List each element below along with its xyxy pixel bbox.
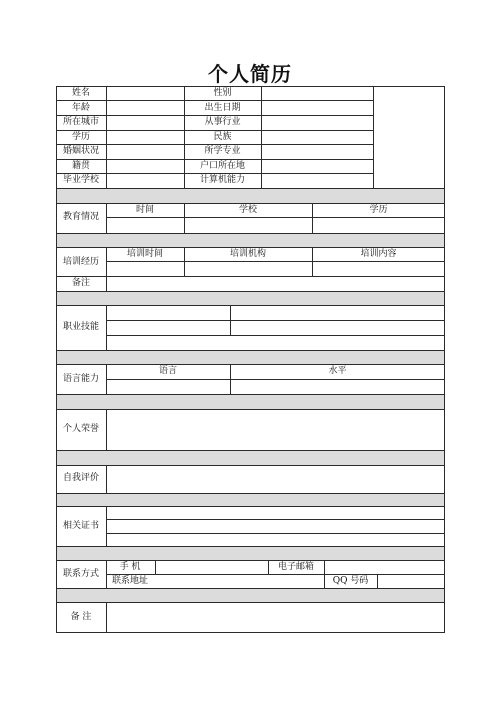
label-city: 所在城市 — [62, 117, 99, 127]
header-edu-degree: 学历 — [369, 205, 388, 215]
header-edu-school: 学校 — [238, 205, 257, 215]
label-marital: 婚姻状况 — [62, 146, 99, 156]
label-computer-skill: 计算机能力 — [199, 175, 245, 185]
table-rule — [56, 291, 445, 292]
label-native-place: 籍贯 — [71, 161, 90, 171]
table-rule — [56, 506, 445, 507]
label-education-level: 学历 — [71, 132, 90, 142]
table-rule — [373, 86, 374, 188]
section-education-label: 教育情况 — [62, 212, 99, 222]
table-rule — [56, 409, 445, 410]
table-rule — [106, 320, 445, 321]
table-rule — [106, 533, 445, 534]
label-qq: QQ 号码 — [332, 576, 369, 586]
label-ethnicity: 民族 — [213, 132, 232, 142]
table-rule — [106, 465, 107, 493]
table-rule — [56, 350, 445, 351]
table-rule — [106, 409, 107, 450]
table-rule — [56, 100, 373, 101]
section-skills-label: 职业技能 — [62, 322, 99, 332]
table-rule — [56, 588, 445, 589]
resume-form — [56, 86, 445, 633]
section-certs-label: 相关证书 — [62, 521, 99, 531]
page-title: 个人简历 — [208, 62, 292, 86]
section-language-label: 语言能力 — [62, 374, 99, 384]
label-address: 联系地址 — [111, 576, 148, 586]
table-rule — [377, 574, 378, 588]
label-phone: 手 机 — [119, 562, 141, 572]
table-rule — [106, 602, 107, 633]
header-edu-time: 时间 — [135, 205, 154, 215]
section-self-eval-label: 自我评价 — [62, 473, 99, 483]
table-rule — [56, 465, 445, 466]
table-rule — [106, 86, 107, 188]
table-rule — [56, 305, 445, 306]
label-gender: 性别 — [213, 88, 232, 98]
table-rule — [56, 546, 445, 547]
label-age: 年龄 — [71, 103, 90, 113]
header-train-content: 培训内容 — [360, 249, 397, 259]
remark-label: 备注 — [71, 278, 90, 288]
table-rule — [106, 335, 445, 336]
header-train-org: 培训机构 — [229, 249, 266, 259]
table-rule — [56, 450, 445, 451]
table-rule — [56, 276, 445, 277]
label-email: 电子邮箱 — [277, 562, 314, 572]
table-rule — [56, 188, 445, 189]
table-rule — [56, 233, 445, 234]
table-rule — [106, 506, 107, 546]
table-rule — [261, 86, 262, 188]
label-birth-date: 出生日期 — [204, 103, 241, 113]
header-train-time: 培训时间 — [126, 249, 163, 259]
table-rule — [106, 305, 107, 350]
header-level: 水平 — [328, 366, 347, 376]
table-rule — [324, 560, 325, 574]
section-contact-label: 联系方式 — [62, 569, 99, 579]
table-rule — [155, 560, 156, 574]
remark-bottom-label: 备 注 — [70, 612, 92, 622]
section-training-label: 培训经历 — [62, 257, 99, 267]
table-rule — [106, 261, 445, 262]
table-rule — [230, 305, 231, 335]
label-major: 所学专业 — [204, 146, 241, 156]
table-rule — [56, 394, 445, 395]
table-rule — [106, 217, 445, 218]
label-graduate-school: 毕业学校 — [62, 175, 99, 185]
label-hukou: 户口所在地 — [199, 161, 245, 171]
label-industry: 从事行业 — [204, 117, 241, 127]
table-rule — [56, 602, 445, 603]
table-rule — [106, 574, 445, 575]
table-rule — [106, 519, 445, 520]
section-honors-label: 个人荣誉 — [62, 424, 99, 434]
header-language: 语言 — [158, 366, 177, 376]
table-rule — [56, 493, 445, 494]
label-name: 姓名 — [71, 88, 90, 98]
table-rule — [106, 379, 445, 380]
